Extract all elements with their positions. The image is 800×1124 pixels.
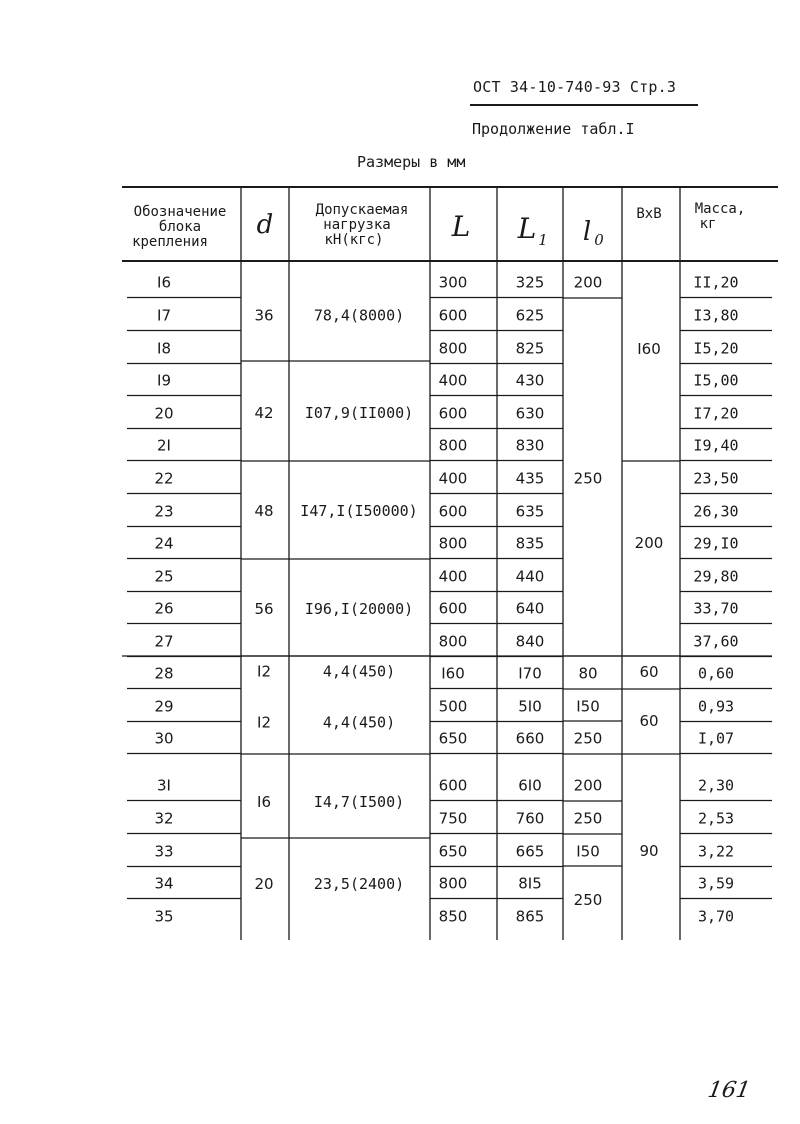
column-header-L1	[517, 212, 548, 249]
mass-cell: 3,70	[697, 907, 735, 926]
svg-text:Допускаемая: Допускаемая	[315, 202, 409, 218]
bxb-cell: 60	[639, 712, 659, 730]
mass-cell: 29,I0	[693, 534, 739, 553]
l0-cell: 200	[573, 273, 603, 292]
L-cell: I60	[441, 664, 465, 683]
L-cell: 400	[438, 371, 468, 390]
L-cell: 600	[438, 776, 468, 795]
l0-cell: I50	[576, 697, 600, 716]
L1-cell: 635	[515, 502, 545, 521]
mass-cell: 2,53	[697, 809, 735, 828]
svg-text:кН(кгс): кН(кгс)	[324, 232, 384, 248]
L1-cell: I70	[518, 664, 542, 683]
svg-text:l: l	[582, 217, 592, 247]
L1-cell: 825	[515, 339, 545, 358]
designation-cell: I6	[157, 273, 171, 292]
d-cell: 42	[254, 403, 274, 422]
L1-cell: 660	[515, 729, 545, 748]
L-cell: 800	[438, 339, 468, 358]
designation-cell: 22	[154, 469, 174, 488]
l0-cell: 250	[573, 809, 603, 828]
load-cell: I4,7(I500)	[313, 792, 405, 811]
L-cell: 500	[438, 697, 468, 716]
designation-cell: 25	[154, 567, 174, 586]
L-cell: 400	[438, 567, 468, 586]
L1-cell: 8I5	[518, 874, 542, 893]
column-header-load	[316, 202, 409, 248]
designation-cell: 29	[154, 697, 174, 716]
L-cell: 600	[438, 404, 468, 423]
d-cell: 20	[254, 874, 274, 893]
L-cell: 750	[438, 809, 468, 828]
column-header-L: L	[451, 210, 471, 243]
L-cell: 600	[438, 599, 468, 618]
mass-cell: 26,30	[693, 502, 739, 521]
L1-cell: 830	[515, 436, 545, 455]
designation-cell: 26	[154, 599, 174, 618]
column-header-l0	[583, 217, 604, 249]
d-cell: I6	[257, 792, 271, 811]
L1-cell: 840	[515, 632, 545, 651]
L1-cell: 630	[515, 404, 545, 423]
d-cell: 36	[254, 306, 274, 325]
load-cell: I96,I(20000)	[304, 599, 414, 618]
designation-cell: 33	[154, 842, 174, 861]
L-cell: 600	[438, 306, 468, 325]
load-cell: I07,9(II000)	[304, 403, 414, 422]
mass-cell: I5,20	[693, 339, 739, 358]
designation-cell: 34	[154, 874, 174, 893]
L1-cell: 5I0	[518, 697, 542, 716]
mass-cell: 37,60	[693, 632, 739, 651]
L-cell: 300	[438, 273, 468, 292]
mass-cell: I,07	[697, 729, 735, 748]
designation-cell: I7	[157, 306, 171, 325]
mass-cell: I5,00	[693, 371, 739, 390]
designation-cell: 30	[154, 729, 174, 748]
column-header-d: d	[256, 210, 274, 240]
bxb-cell: 60	[639, 663, 659, 681]
mass-cell: I9,40	[693, 436, 739, 455]
L1-cell: 440	[515, 567, 545, 586]
L1-cell: 665	[515, 842, 545, 861]
l0-cell: 250	[573, 729, 603, 748]
l0-cell: I50	[576, 842, 600, 861]
svg-text:блока: блока	[158, 219, 202, 235]
l0-cell: 80	[578, 664, 598, 683]
mass-cell: 33,70	[693, 599, 739, 618]
column-header-mass	[695, 201, 746, 232]
designation-cell: 2I	[157, 436, 171, 455]
svg-text:нагрузка: нагрузка	[323, 217, 391, 233]
l0-cell: 250	[573, 469, 603, 488]
svg-text:Масса,: Масса,	[694, 201, 746, 217]
L-cell: 800	[438, 874, 468, 893]
L1-cell: 430	[515, 371, 545, 390]
d-cell: I2	[257, 713, 271, 732]
mass-cell: I3,80	[693, 306, 739, 325]
svg-text:крепления: крепления	[132, 234, 208, 250]
L1-cell: 6I0	[518, 776, 542, 795]
mass-cell: 0,60	[697, 664, 735, 683]
L1-cell: 625	[515, 306, 545, 325]
L1-cell: 865	[515, 907, 545, 926]
mass-cell: 2,30	[697, 776, 735, 795]
mass-cell: 0,93	[697, 697, 735, 716]
designation-cell: 3I	[157, 776, 171, 795]
load-cell: 23,5(2400)	[313, 874, 405, 893]
column-header-designation	[132, 204, 226, 250]
svg-text:1: 1	[538, 231, 548, 249]
d-cell: 48	[254, 501, 274, 520]
mass-cell: 23,50	[693, 469, 739, 488]
designation-cell: 24	[154, 534, 174, 553]
document-standard-header: ОСТ 34-10-740-93 Стр.3	[473, 78, 677, 96]
L-cell: 850	[438, 907, 468, 926]
designation-cell: 28	[154, 664, 174, 683]
svg-text:0: 0	[594, 231, 604, 249]
L-cell: 650	[438, 842, 468, 861]
designation-cell: 27	[154, 632, 174, 651]
d-cell: 56	[254, 599, 274, 618]
L-cell: 800	[438, 534, 468, 553]
designation-cell: I8	[157, 339, 171, 358]
table-continuation-label: Продолжение табл.I	[472, 120, 635, 138]
load-cell: 4,4(450)	[322, 713, 396, 732]
mass-cell: 29,80	[693, 567, 739, 586]
designation-cell: 32	[154, 809, 174, 828]
designation-cell: 20	[154, 404, 174, 423]
bxb-cell: I60	[637, 340, 661, 358]
L-cell: 800	[438, 632, 468, 651]
bxb-cell: 90	[639, 842, 659, 860]
dimensions-note: Размеры в мм	[357, 153, 466, 171]
column-header-bxb: ВхВ	[636, 206, 662, 222]
bxb-cell: 200	[634, 534, 664, 552]
l0-cell: 200	[573, 776, 603, 795]
load-cell: I47,I(I50000)	[300, 501, 418, 520]
d-cell: I2	[257, 662, 271, 681]
designation-cell: 35	[154, 907, 174, 926]
svg-text:L: L	[517, 212, 537, 245]
load-cell: 78,4(8000)	[313, 306, 405, 325]
L-cell: 600	[438, 502, 468, 521]
L1-cell: 760	[515, 809, 545, 828]
l0-cell: 250	[573, 890, 603, 909]
L-cell: 800	[438, 436, 468, 455]
mass-cell: I7,20	[693, 404, 739, 423]
mass-cell: 3,22	[697, 842, 735, 861]
L1-cell: 835	[515, 534, 545, 553]
svg-text:кг: кг	[699, 216, 717, 232]
L-cell: 400	[438, 469, 468, 488]
L1-cell: 325	[515, 273, 545, 292]
mass-cell: 3,59	[697, 874, 735, 893]
svg-text:Обозначение: Обозначение	[133, 204, 227, 220]
page-number: 161	[705, 1078, 753, 1103]
load-cell: 4,4(450)	[322, 662, 396, 681]
L1-cell: 640	[515, 599, 545, 618]
L1-cell: 435	[515, 469, 545, 488]
L-cell: 650	[438, 729, 468, 748]
designation-cell: 23	[154, 502, 174, 521]
designation-cell: I9	[157, 371, 171, 390]
mass-cell: II,20	[693, 273, 739, 292]
